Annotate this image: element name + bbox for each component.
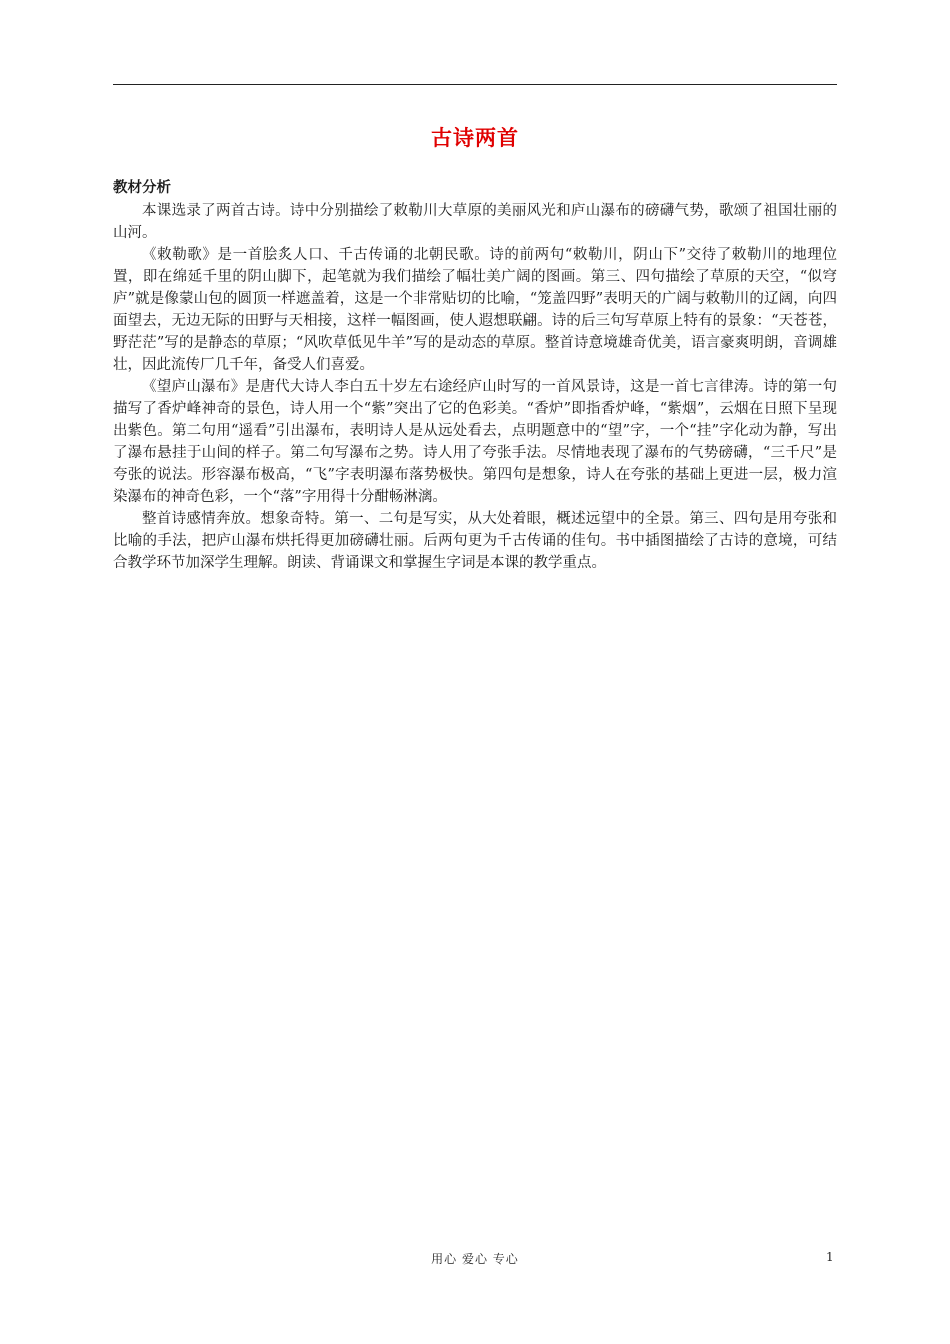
body-text: [113, 200, 837, 574]
footer-motto: 用心 爱心 专心: [431, 1252, 519, 1266]
section-heading: 教材分析: [113, 180, 171, 196]
paragraph-lushan-waterfall: 《望庐山瀑布》是唐代大诗人李白五十岁左右途经庐山时写的一首风景诗，这是一首七言律涛。诗的第一句描写了香炉峰神奇的景色，诗人用一个“紫”突出了它的色彩美。“香炉”即指香炉峰，“紫烟”，云烟在日照下呈现出紫色。第二句用“遥看”引出瀑布，表明诗人是从远处看去，点明题意中的“望”字，一个“挂”字化动为静，写出了瀑布悬挂于山间的样子。第二句写瀑布之势。诗人用了夸张手法。尽情地表现了瀑布的气势磅礴，“三千尺”是夸张的说法。形容瀑布极高，“飞”字表明瀑布落势极快。第四句是想象，诗人在夸张的基础上更进一层，极力渲染瀑布的神奇色彩，一个“落”字用得十分酣畅淋漓。: [113, 379, 837, 505]
document-title: 古诗两首: [431, 126, 519, 150]
header-rule: [113, 84, 837, 85]
page-number: 1: [826, 1250, 834, 1264]
paragraph-chilege: 《敕勒歌》是一首脍炙人口、千古传诵的北朝民歌。诗的前两句“敕勒川，阴山下”交待了敕勒川的地理位置，即在绵延千里的阴山脚下，起笔就为我们描绘了幅壮美广阔的图画。第三、四句描绘了草原的天空，“似穹庐”就是像蒙山包的圆顶一样遮盖着，这是一个非常贴切的比喻，“笼盖四野”表明天的广阔与敕勒川的辽阔，向四面望去，无边无际的田野与天相接，这样一幅图画，使人遐想联翩。诗的后三句写草原上特有的景象：“天苍苍，野茫茫”写的是静态的草原；“风吹草低见牛羊”写的是动态的草原。整首诗意境雄奇优美，语言豪爽明朗，音调雄壮，因此流传厂几千年，备受人们喜爱。: [113, 247, 837, 373]
paragraph-intro: 本课选录了两首古诗。诗中分别描绘了敕勒川大草原的美丽风光和庐山瀑布的磅礴气势，歌颂了祖国壮丽的山河。: [113, 203, 837, 241]
paragraph-summary: 整首诗感情奔放。想象奇特。第一、二句是写实，从大处着眼，概述远望中的全景。第三、四句是用夸张和比喻的手法，把庐山瀑布烘托得更加磅礴壮丽。后两句更为千古传诵的佳句。书中插图描绘了古诗的意境，可结合教学环节加深学生理解。朗读、背诵课文和掌握生字词是本课的教学重点。: [113, 511, 837, 571]
